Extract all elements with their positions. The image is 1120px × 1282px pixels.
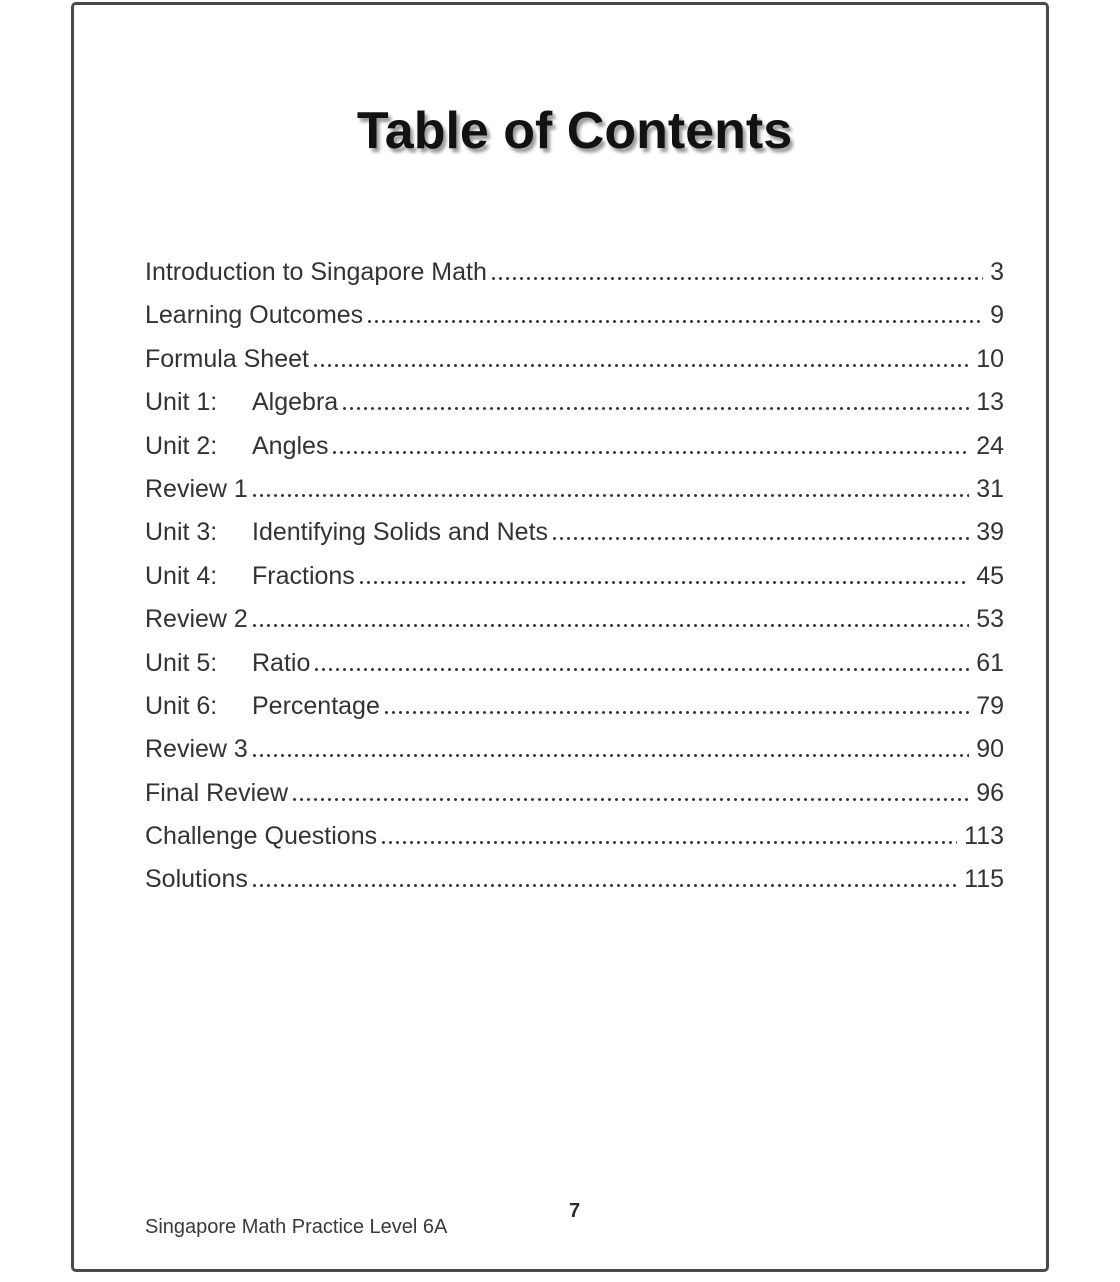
toc-dot-leader xyxy=(293,798,969,801)
toc-row xyxy=(145,772,1004,815)
toc-row xyxy=(145,468,1004,511)
book-page xyxy=(71,2,1049,1272)
toc-entry-title: Percentage xyxy=(252,691,380,720)
toc-entry-title: Learning Outcomes xyxy=(145,301,364,330)
toc-page-number: 115 xyxy=(964,865,1004,894)
toc-dot-leader xyxy=(253,754,969,757)
toc-dot-leader xyxy=(314,364,969,367)
toc-row xyxy=(145,251,1004,294)
toc-unit-label: Unit 2: xyxy=(145,431,218,460)
toc-page-number: 53 xyxy=(976,605,1004,634)
toc-page-number: 13 xyxy=(976,388,1004,417)
toc-page-number: 9 xyxy=(990,301,1004,330)
toc-entry-title: Final Review xyxy=(145,778,289,807)
footer-page-number: 7 xyxy=(568,1200,581,1222)
toc-entry-title: Algebra xyxy=(252,388,339,417)
toc-dot-leader xyxy=(360,581,969,584)
toc-page-number: 79 xyxy=(976,691,1004,720)
toc-unit-label: Unit 4: xyxy=(145,561,218,590)
toc-entry-title: Review 3 xyxy=(145,735,248,764)
toc-row xyxy=(145,858,1004,901)
toc-page-number: 39 xyxy=(976,518,1004,547)
toc-dot-leader xyxy=(553,537,969,540)
toc-dot-leader xyxy=(368,320,983,323)
toc-page-number: 31 xyxy=(976,474,1004,503)
toc-dot-leader xyxy=(253,884,957,887)
toc-page-number: 3 xyxy=(990,258,1004,286)
toc-page-number: 10 xyxy=(976,344,1004,373)
toc-row xyxy=(145,338,1004,381)
toc-dot-leader xyxy=(492,277,983,280)
toc-page-number: 24 xyxy=(976,431,1004,460)
toc-entry-title: Review 2 xyxy=(145,605,248,634)
toc-entry-title: Challenge Questions xyxy=(145,822,378,851)
toc-page-number: 45 xyxy=(976,561,1004,590)
toc-entry-title: Solutions xyxy=(145,865,248,894)
toc-row xyxy=(145,555,1004,598)
toc-entry-title: Review 1 xyxy=(145,474,248,503)
toc-entry-title: Fractions xyxy=(252,561,355,590)
toc-unit-label: Unit 3: xyxy=(145,518,218,547)
toc-dot-leader xyxy=(382,841,957,844)
toc-entry-title: Formula Sheet xyxy=(145,344,309,373)
table-of-contents-list xyxy=(145,251,1004,902)
toc-unit-label: Unit 6: xyxy=(145,691,218,720)
toc-dot-leader xyxy=(343,407,969,410)
toc-dot-leader xyxy=(253,624,969,627)
toc-row xyxy=(145,815,1004,858)
toc-entry-title: Ratio xyxy=(252,648,311,677)
toc-row xyxy=(145,598,1004,641)
toc-unit-label: Unit 5: xyxy=(145,648,218,677)
toc-page-number: 96 xyxy=(976,778,1004,807)
toc-page-number: 90 xyxy=(976,735,1004,764)
toc-row xyxy=(145,294,1004,337)
toc-page-number: 61 xyxy=(976,648,1004,677)
toc-row xyxy=(145,425,1004,468)
toc-dot-leader xyxy=(253,494,969,497)
toc-entry-title: Angles xyxy=(252,431,329,460)
toc-entry-title: Identifying Solids and Nets xyxy=(252,518,549,547)
toc-page-number: 113 xyxy=(964,822,1004,851)
toc-dot-leader xyxy=(315,668,969,671)
toc-entry-title: Introduction to Singapore Math xyxy=(145,258,487,286)
footer-book-title: Singapore Math Practice Level 6A xyxy=(145,1216,448,1238)
toc-row xyxy=(145,381,1004,424)
toc-row xyxy=(145,685,1004,728)
toc-row xyxy=(145,728,1004,771)
toc-dot-leader xyxy=(385,711,969,714)
page-title: Table of Contents xyxy=(356,102,793,160)
toc-dot-leader xyxy=(333,451,969,454)
toc-unit-label: Unit 1: xyxy=(145,388,218,417)
toc-row xyxy=(145,642,1004,685)
toc-row xyxy=(145,511,1004,554)
